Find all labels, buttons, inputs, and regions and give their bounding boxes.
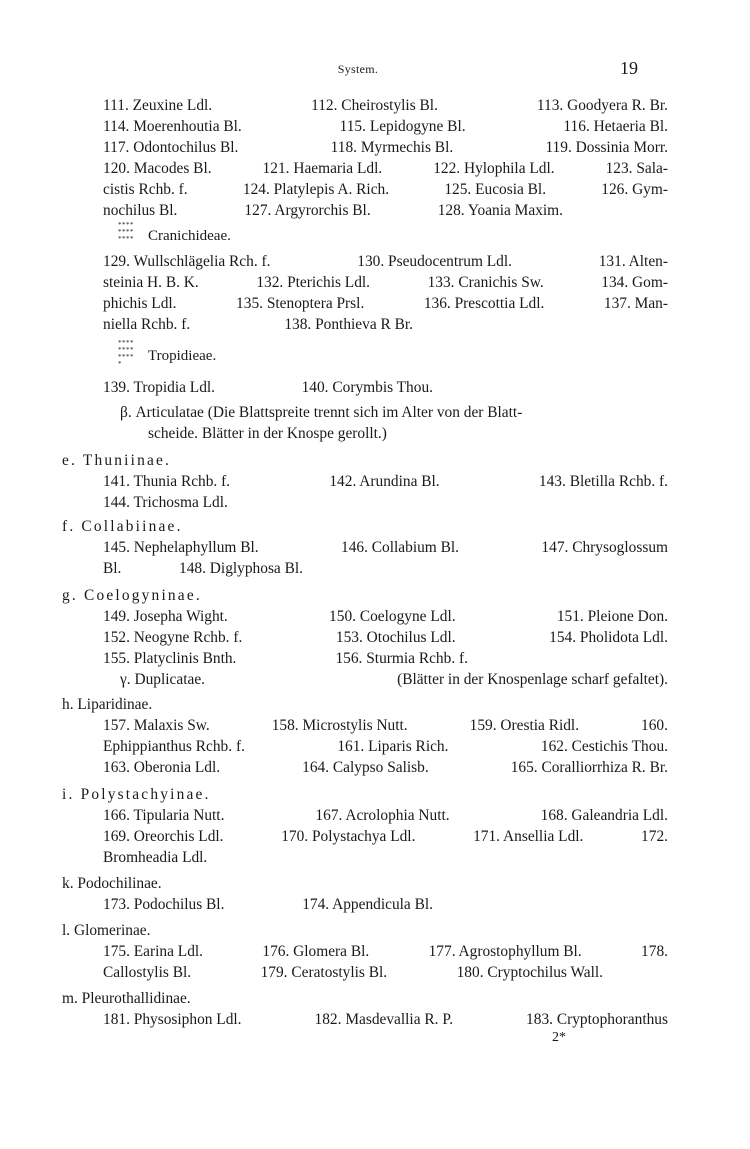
text-line [103, 201, 563, 221]
genus-entry: 183. Cryptophoranthus [526, 1011, 668, 1028]
genus-entry: 120. Macodes Bl. [103, 160, 212, 177]
genus-entry: 114. Moerenhoutia Bl. [103, 118, 242, 135]
genus-entry: 137. Man- [603, 295, 668, 312]
genus-entry: 153. Otochilus Ldl. [335, 629, 456, 646]
genus-entry: 123. Sala- [605, 160, 668, 177]
genus-entry: 138. Ponthieva R Br. [284, 316, 413, 333]
genus-entry: 132. Pterichis Ldl. [256, 274, 371, 291]
tribe-heading: Cranichideae. [148, 228, 231, 244]
subtribe-heading [62, 517, 183, 537]
genus-entry: g. Coelogyninae. [62, 587, 202, 604]
text-line [103, 737, 668, 757]
genus-entry: 147. Chrysoglossum [541, 539, 668, 556]
genus-entry: Callostylis Bl. [103, 964, 192, 981]
genus-entry: γ. Duplicatae. [120, 671, 206, 688]
text-line [103, 315, 413, 335]
text-line [103, 493, 228, 513]
genus-entry: 158. Microstylis Nutt. [271, 717, 408, 734]
genus-entry: 127. Argyrorchis Bl. [244, 202, 371, 219]
genus-entry: i. Polystachyinae. [62, 786, 211, 803]
genus-entry: 177. Agrostophyllum Bl. [428, 943, 582, 960]
genus-entry: 111. Zeuxine Ldl. [103, 97, 213, 114]
genus-entry: 140. Corymbis Thou. [301, 379, 433, 396]
text-line [103, 1010, 668, 1030]
text-line [103, 649, 468, 669]
genus-entry: 170. Polystachya Ldl. [281, 828, 416, 845]
genus-entry: 161. Liparis Rich. [337, 738, 449, 755]
text-line [103, 117, 668, 137]
subtribe-heading [62, 921, 150, 941]
text-line [103, 138, 668, 158]
text-line [103, 848, 207, 868]
genus-entry: h. Liparidinae. [62, 696, 153, 713]
genus-entry: 125. Eucosia Bl. [444, 181, 547, 198]
text-line [103, 273, 668, 293]
text-line [120, 670, 668, 690]
genus-entry: 181. Physosiphon Ldl. [103, 1011, 242, 1028]
genus-entry: scheide. Blätter in der Knospe gerollt.) [148, 425, 387, 442]
genus-entry: m. Pleurothallidinae. [62, 990, 191, 1007]
text-line [103, 758, 668, 778]
genus-entry: 171. Ansellia Ldl. [473, 828, 584, 845]
text-line [103, 942, 668, 962]
genus-entry: 139. Tropidia Ldl. [103, 379, 216, 396]
genus-entry: 124. Platylepis A. Rich. [242, 181, 390, 198]
genus-entry: 134. Gom- [601, 274, 668, 291]
genus-entry: phichis Ldl. [103, 295, 177, 312]
text-line [103, 538, 668, 558]
text-line [103, 963, 603, 983]
text-line [120, 403, 666, 423]
genus-entry: 113. Goodyera R. Br. [536, 97, 668, 114]
genus-entry: f. Collabiinae. [62, 518, 183, 535]
genus-entry: 173. Podochilus Bl. [103, 896, 225, 913]
genus-entry: 182. Masdevallia R. P. [314, 1011, 454, 1028]
subtribe-heading [62, 785, 211, 805]
tribe-ornament: **** **** **** * [118, 339, 134, 368]
subtribe-heading [62, 586, 202, 606]
text-line [103, 559, 303, 579]
genus-entry: 160. [641, 717, 668, 734]
text-line [103, 378, 433, 398]
genus-entry: l. Glomerinae. [62, 922, 151, 939]
genus-entry: 141. Thunia Rchb. f. [103, 473, 231, 490]
genus-entry: 119. Dossinia Morr. [545, 139, 668, 156]
genus-entry: 169. Oreorchis Ldl. [103, 828, 224, 845]
genus-entry: 129. Wullschlägelia Rch. f. [103, 253, 271, 270]
text-line [103, 294, 668, 314]
genus-entry: 176. Glomera Bl. [262, 943, 370, 960]
tribe-ornament: **** **** **** [118, 221, 134, 243]
genus-entry: 159. Orestia Ridl. [469, 717, 580, 734]
genus-entry: 150. Coelogyne Ldl. [329, 608, 456, 625]
genus-entry: cistis Rchb. f. [103, 181, 188, 198]
genus-entry: 151. Pleione Don. [556, 608, 668, 625]
running-header: System. [337, 62, 379, 76]
genus-entry: 112. Cheirostylis Bl. [311, 97, 438, 114]
genus-entry: 121. Haemaria Ldl. [262, 160, 383, 177]
genus-entry: 142. Arundina Bl. [329, 473, 440, 490]
text-line [103, 180, 668, 200]
genus-entry: Ephippianthus Rchb. f. [103, 738, 245, 755]
text-line [103, 472, 668, 492]
text-line [148, 424, 387, 444]
genus-entry: 168. Galeandria Ldl. [540, 807, 668, 824]
genus-entry: k. Podochilinae. [62, 875, 162, 892]
text-line [103, 806, 668, 826]
text-line [103, 96, 668, 116]
genus-entry: 143. Bletilla Rchb. f. [538, 473, 668, 490]
printer-signature: 2* [552, 1030, 566, 1045]
text-line [103, 159, 668, 179]
tribe-heading: Tropidieae. [148, 348, 217, 364]
genus-entry: 116. Hetaeria Bl. [563, 118, 668, 135]
genus-entry: 162. Cestichis Thou. [540, 738, 668, 755]
genus-entry: niella Rchb. f. [103, 316, 191, 333]
subtribe-heading [62, 451, 171, 471]
genus-entry: 148. Diglyphosa Bl. [179, 560, 303, 577]
genus-entry: 149. Josepha Wight. [103, 608, 228, 625]
genus-entry: 128. Yoania Maxim. [437, 202, 563, 219]
genus-entry: 175. Earina Ldl. [103, 943, 204, 960]
genus-entry: 152. Neogyne Rchb. f. [103, 629, 243, 646]
genus-entry: 135. Stenoptera Prsl. [236, 295, 365, 312]
subtribe-heading [62, 874, 162, 894]
genus-entry: 166. Tipularia Nutt. [103, 807, 225, 824]
text-line [103, 628, 668, 648]
text-line [103, 252, 668, 272]
text-line [103, 716, 668, 736]
genus-entry: steinia H. B. K. [103, 274, 199, 291]
genus-entry: 117. Odontochilus Bl. [103, 139, 239, 156]
text-line [103, 895, 433, 915]
genus-entry: 167. Acrolophia Nutt. [315, 807, 450, 824]
genus-entry: (Blätter in der Knospenlage scharf gefaltet). [397, 671, 668, 688]
page-number: 19 [620, 58, 638, 78]
genus-entry: 146. Collabium Bl. [341, 539, 460, 556]
genus-entry: Bl. [103, 560, 122, 577]
genus-entry: nochilus Bl. [103, 202, 178, 219]
genus-entry: 118. Myrmechis Bl. [330, 139, 454, 156]
genus-entry: 179. Ceratostylis Bl. [260, 964, 388, 981]
genus-entry: 156. Sturmia Rchb. f. [335, 650, 468, 667]
genus-entry: 174. Appendicula Bl. [302, 896, 433, 913]
genus-entry: 163. Oberonia Ldl. [103, 759, 221, 776]
genus-entry: 131. Alten- [598, 253, 668, 270]
genus-entry: 122. Hylophila Ldl. [433, 160, 555, 177]
genus-entry: 136. Prescottia Ldl. [423, 295, 545, 312]
genus-entry: Bromheadia Ldl. [103, 849, 208, 866]
subtribe-heading [62, 695, 152, 715]
genus-entry: 178. [641, 943, 668, 960]
genus-entry: 155. Platyclinis Bnth. [103, 650, 237, 667]
genus-entry: 115. Lepidogyne Bl. [339, 118, 466, 135]
genus-entry: 145. Nephelaphyllum Bl. [103, 539, 259, 556]
genus-entry: 164. Calypso Salisb. [302, 759, 429, 776]
genus-entry: 130. Pseudocentrum Ldl. [357, 253, 512, 270]
text-line [103, 827, 668, 847]
genus-entry: 157. Malaxis Sw. [103, 717, 210, 734]
genus-entry: 154. Pholidota Ldl. [549, 629, 668, 646]
text-line [103, 607, 668, 627]
genus-entry: 126. Gym- [601, 181, 668, 198]
genus-entry: 165. Coralliorrhiza R. Br. [510, 759, 668, 776]
genus-entry: β. Articulatae (Die Blattspreite trennt sich im Alter von der Blatt- [120, 404, 523, 421]
genus-entry: 180. Cryptochilus Wall. [456, 964, 603, 981]
subtribe-heading [62, 989, 191, 1009]
genus-entry: e. Thuniinae. [62, 452, 172, 469]
genus-entry: 144. Trichosma Ldl. [103, 494, 228, 511]
genus-entry: 133. Cranichis Sw. [427, 274, 544, 291]
genus-entry: 172. [641, 828, 668, 845]
